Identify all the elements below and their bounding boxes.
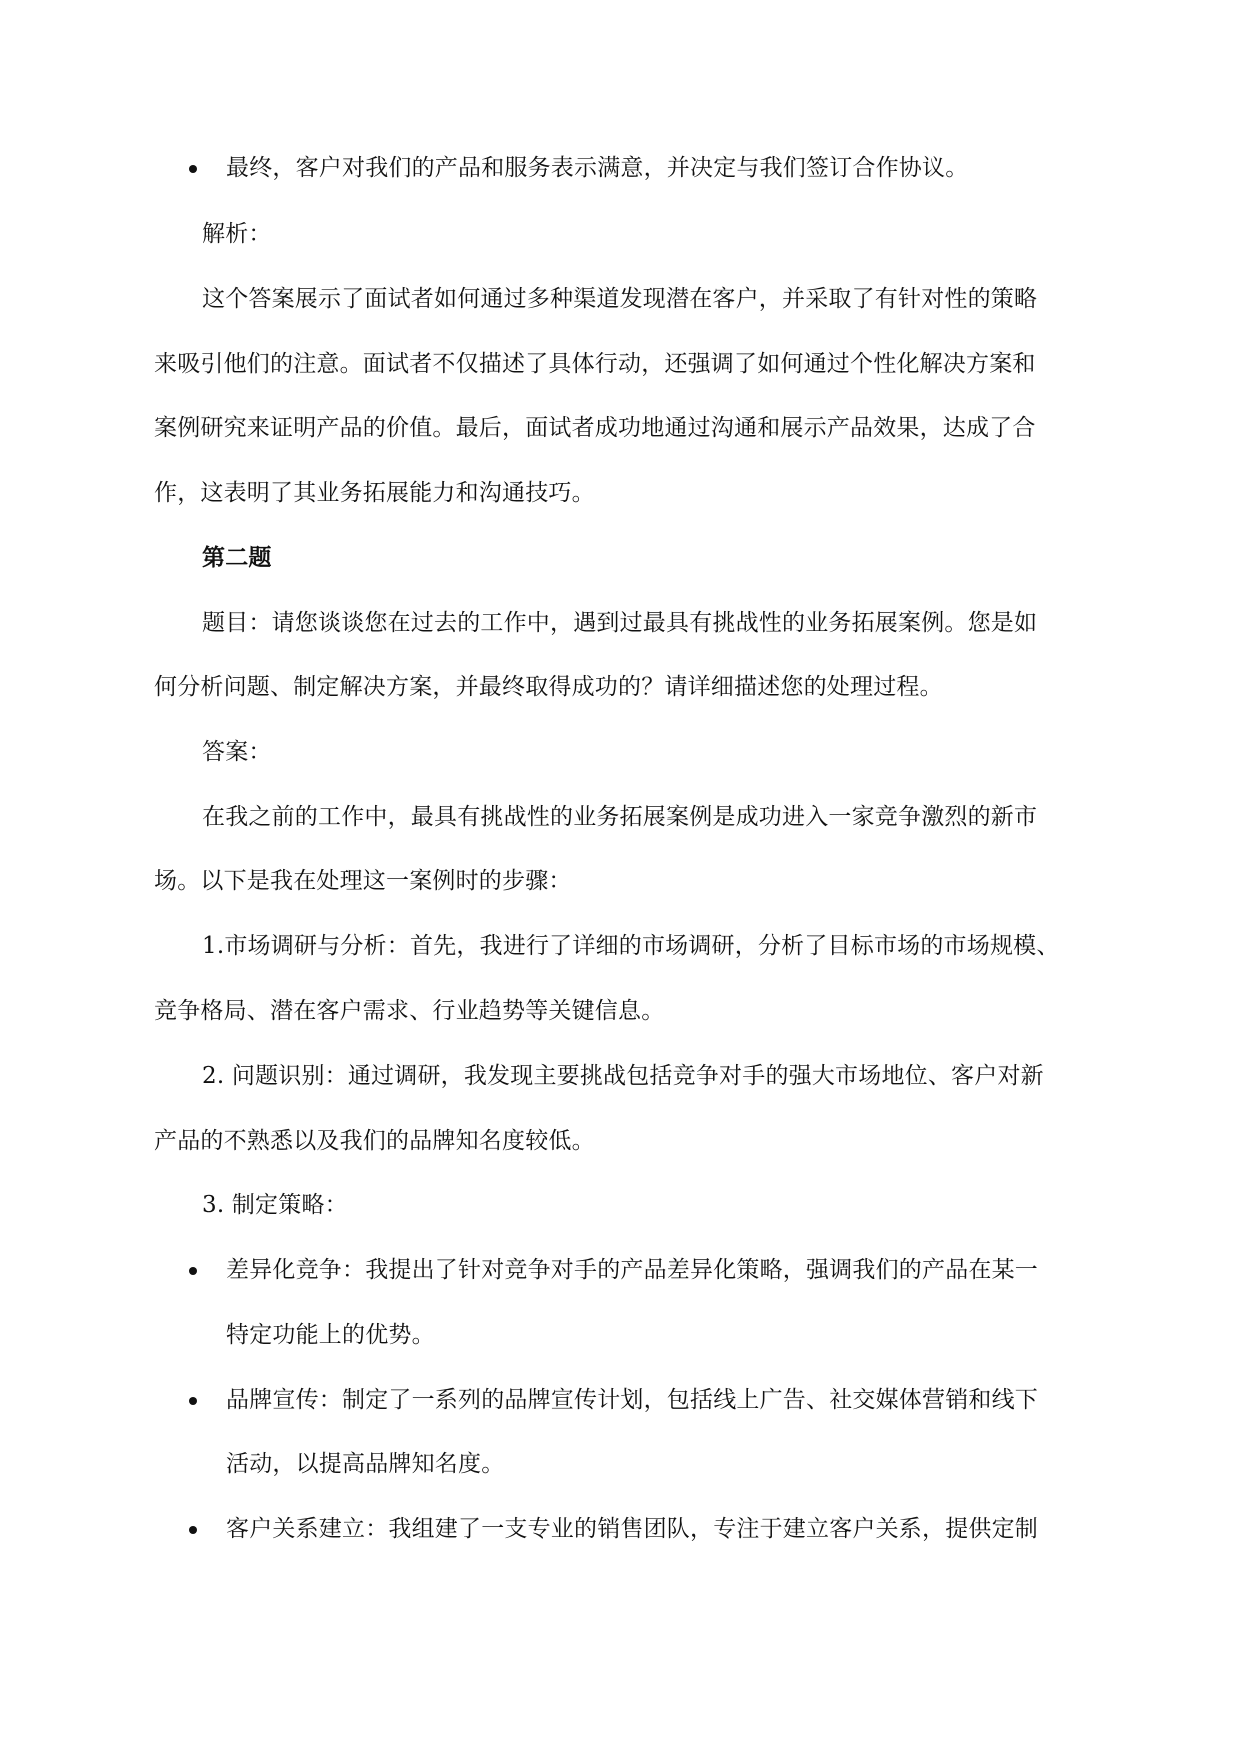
bullet-dot xyxy=(189,1267,197,1275)
paragraph-line: 案例研究来证明产品的价值。最后，面试者成功地通过沟通和展示产品效果，达成了合 xyxy=(154,415,1036,441)
bullet-item-text: 特定功能上的优势。 xyxy=(226,1322,435,1348)
analysis-label: 解析： xyxy=(202,221,272,247)
question-line: 题目：请您谈谈您在过去的工作中，遇到过最具有挑战性的业务拓展案例。您是如 xyxy=(202,610,1038,636)
step-line: 1.市场调研与分析：首先，我进行了详细的市场调研，分析了目标市场的市场规模、 xyxy=(202,933,1060,959)
bullet-item-text: 客户关系建立：我组建了一支专业的销售团队，专注于建立客户关系，提供定制 xyxy=(226,1516,1038,1542)
bullet-dot xyxy=(189,1526,197,1534)
bullet-item-text: 差异化竞争：我提出了针对竞争对手的产品差异化策略，强调我们的产品在某一 xyxy=(226,1257,1038,1283)
bullet-dot xyxy=(189,1397,197,1405)
step-line: 2. 问题识别：通过调研，我发现主要挑战包括竞争对手的强大市场地位、客户对新 xyxy=(202,1063,1044,1089)
paragraph-line: 场。以下是我在处理这一案例时的步骤： xyxy=(154,868,572,894)
step-line: 3. 制定策略： xyxy=(202,1192,348,1218)
section-heading: 第二题 xyxy=(202,545,272,571)
paragraph-line: 作，这表明了其业务拓展能力和沟通技巧。 xyxy=(154,480,595,506)
paragraph-line: 来吸引他们的注意。面试者不仅描述了具体行动，还强调了如何通过个性化解决方案和 xyxy=(154,351,1036,377)
bullet-item-text: 最终，客户对我们的产品和服务表示满意，并决定与我们签订合作协议。 xyxy=(226,155,969,181)
bullet-item-text: 活动，以提高品牌知名度。 xyxy=(226,1451,505,1477)
answer-label: 答案： xyxy=(202,739,272,765)
paragraph-line: 在我之前的工作中，最具有挑战性的业务拓展案例是成功进入一家竞争激烈的新市 xyxy=(202,804,1038,830)
bullet-item-text: 品牌宣传：制定了一系列的品牌宣传计划，包括线上广告、社交媒体营销和线下 xyxy=(226,1387,1038,1413)
paragraph-line: 这个答案展示了面试者如何通过多种渠道发现潜在客户，并采取了有针对性的策略 xyxy=(202,286,1038,312)
bullet-dot xyxy=(189,165,197,173)
step-line: 产品的不熟悉以及我们的品牌知名度较低。 xyxy=(154,1128,595,1154)
question-line: 何分析问题、制定解决方案，并最终取得成功的？请详细描述您的处理过程。 xyxy=(154,674,943,700)
step-line: 竞争格局、潜在客户需求、行业趋势等关键信息。 xyxy=(154,998,665,1024)
